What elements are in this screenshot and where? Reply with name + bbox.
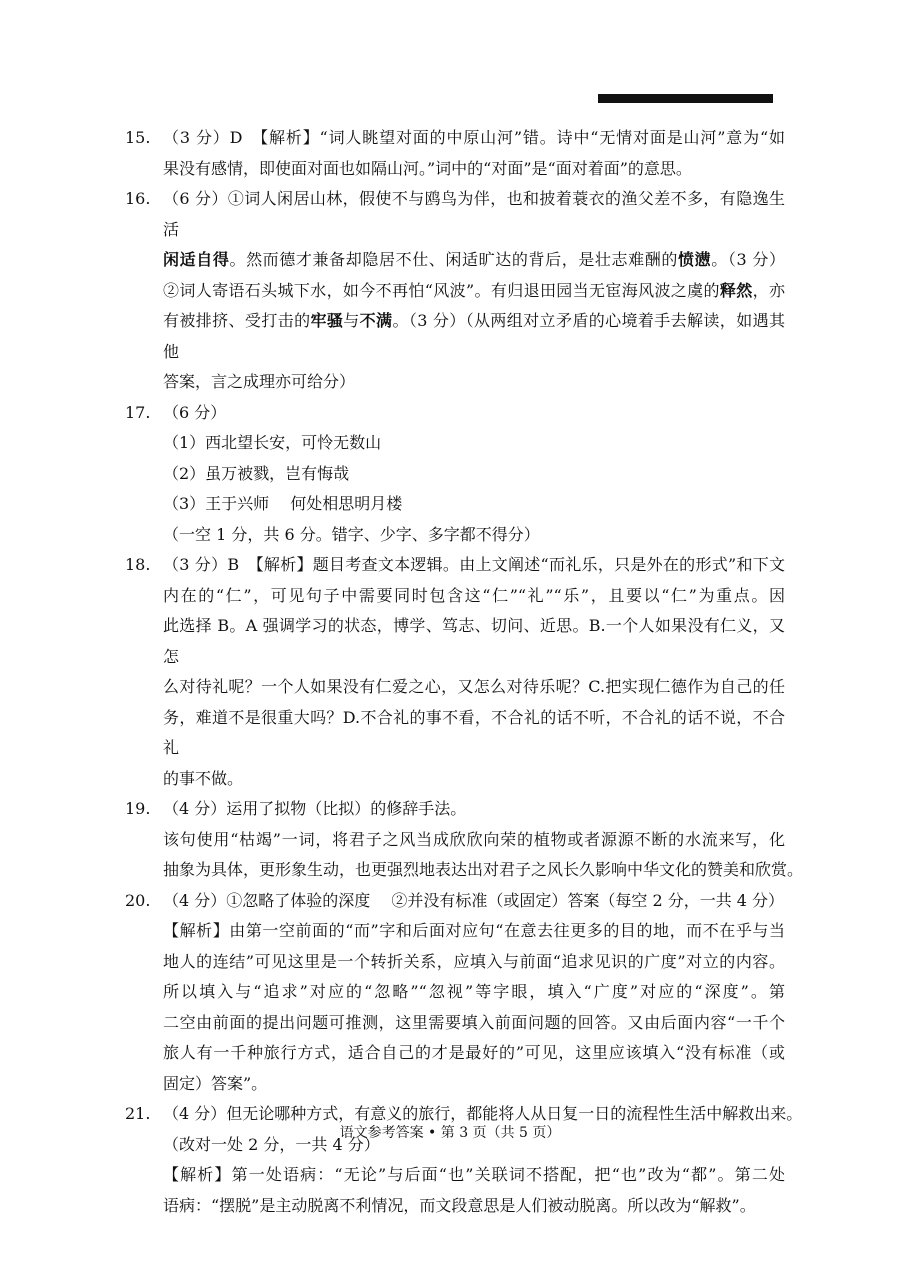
bold-keyword: 释然 (719, 280, 753, 300)
text-line: 二空由前面的提出问题可推测，这里需要填入前面问题的回答。又由后面内容“一千个 (163, 1012, 785, 1032)
text-line: （4 分）但无论哪种方式，有意义的旅行，都能将人从日复一日的流程性生活中解救出来。 (163, 1104, 803, 1123)
text-run: 。（3 分） (711, 250, 785, 269)
answer-15 (125, 123, 785, 184)
text-run: 有被排挤、受打击的 (163, 311, 311, 330)
bold-keyword: 牢骚 (310, 311, 344, 330)
text-line: 此选择 B。A 强调学习的状态，博学、笃志、切问、近思。B.一个人如果没有仁义，又怎 (163, 616, 785, 666)
sub-answer: （3）王于兴师 何处相思明月楼 (163, 494, 403, 513)
scoring-note: （一空 1 分，共 6 分。错字、少字、多字都不得分） (163, 524, 540, 544)
answer-19 (125, 794, 804, 886)
text-line: （6 分）①词人闲居山林，假使不与鸥鸟为伴，也和披着蓑衣的渔父差不多，有隐逸生活 (163, 189, 785, 239)
sub-answer: （1）西北望长安，可怜无数山 (163, 433, 382, 452)
question-number: 21. (125, 1104, 151, 1123)
answer-16 (125, 184, 785, 398)
answer-21 (125, 1099, 803, 1221)
page-footer: 语文参考答案 • 第 3 页（共 5 页） (339, 1125, 561, 1141)
text-line: 抽象为具体，更形象生动，也更强烈地表达出对君子之风长久影响中华文化的赞美和欣赏。 (163, 860, 804, 879)
text-line: 【解析】由第一空前面的“而”字和后面对应句“在意去往更多的目的地，而不在乎与当 (163, 921, 785, 940)
sub-answer: （2）虽万被戮，岂有悔哉 (163, 463, 350, 483)
bold-keyword: 闲适自得 (163, 250, 230, 269)
question-number: 20. (125, 890, 151, 910)
text-run: ②词人寄语石头城下水，如今不再怕“风波”。有归退田园当无宦海风波之虞的 (163, 280, 720, 300)
text-line: （3 分）D 【解析】“词人眺望对面的中原山河”错。诗中“无情对面是山河”意为“如 (163, 128, 785, 147)
text-run: ，亦 (752, 280, 785, 300)
text-line: 内在的“仁”，可见句子中需要同时包含这“仁”“礼”“乐”，且要以“仁”为重点。因 (163, 585, 785, 605)
text-line: （3 分）B 【解析】题目考查文本逻辑。由上文阐述“而礼乐，只是外在的形式”和下文 (163, 555, 785, 574)
text-run: 与 (343, 311, 360, 330)
text-line: 所以填入与“追求”对应的“忽略”“忽视”等字眼，填入“广度”对应的“深度”。第 (163, 982, 785, 1001)
text-line: 该句使用“枯竭”一词，将君子之风当成欣欣向荣的植物或者源源不断的水流来写，化 (163, 829, 785, 849)
text-line: 果没有感情，即使面对面也如隔山河。”词中的“对面”是“面对着面”的意思。 (163, 158, 692, 178)
text-line: （4 分）运用了拟物（比拟）的修辞手法。 (163, 799, 467, 818)
text-line (163, 245, 785, 276)
question-number: 18. (125, 555, 151, 574)
text-line: 地人的连结”可见这里是一个转折关系，应填入与前面“追求见识的广度”对立的内容。 (163, 951, 785, 971)
bold-keyword: 愤懑 (678, 250, 712, 269)
answer-content (125, 123, 804, 1221)
text-line: 务，难道不是很重大吗？D.不合礼的事不看，不合礼的话不听，不合礼的话不说，不合礼 (163, 707, 785, 757)
text-line (163, 276, 785, 307)
question-number: 16. (125, 189, 151, 208)
text-line (163, 306, 785, 367)
question-number: 15. (125, 128, 151, 147)
text-line: 旅人有一千种旅行方式，适合自己的才是最好的”可见，这里应该填入“没有标准（或 (163, 1043, 785, 1062)
text-run: 。然而德才兼备却隐居不仕、闲适旷达的背后，是壮志难酬的 (229, 250, 678, 269)
header-rule (598, 94, 773, 103)
scoring-note: （改对一处 2 分，一共 4 分） (163, 1134, 380, 1154)
text-line: 的事不做。 (163, 768, 244, 788)
answer-20 (125, 886, 785, 1100)
bold-keyword: 不满 (359, 311, 393, 330)
text-line: 么对待礼呢？一个人如果没有仁爱之心，又怎么对待乐呢？C.把实现仁德作为自己的任 (163, 677, 785, 696)
question-number: 19. (125, 799, 151, 818)
text-line: 【解析】第一处语病：“无论”与后面“也”关联词不搭配，把“也”改为“都”。第二处 (163, 1165, 785, 1184)
text-line: 固定）答案”。 (163, 1073, 268, 1093)
question-number: 17. (125, 402, 151, 422)
answer-17 (125, 398, 785, 551)
text-run: 。（3 分）（从两组对立矛盾的心境着手去解读，如遇其他 (163, 311, 785, 361)
answer-18 (125, 550, 785, 794)
text-line: （4 分）①忽略了体验的深度 ②并没有标准（或固定）答案（每空 2 分，一共 4 分） (163, 890, 785, 910)
text-line: （6 分） (163, 402, 227, 422)
text-line: 语病：“摆脱”是主动脱离不利情况，而文段意思是人们被动脱离。所以改为“解救”。 (163, 1195, 756, 1215)
text-line: 答案，言之成理亦可给分） (163, 372, 356, 391)
